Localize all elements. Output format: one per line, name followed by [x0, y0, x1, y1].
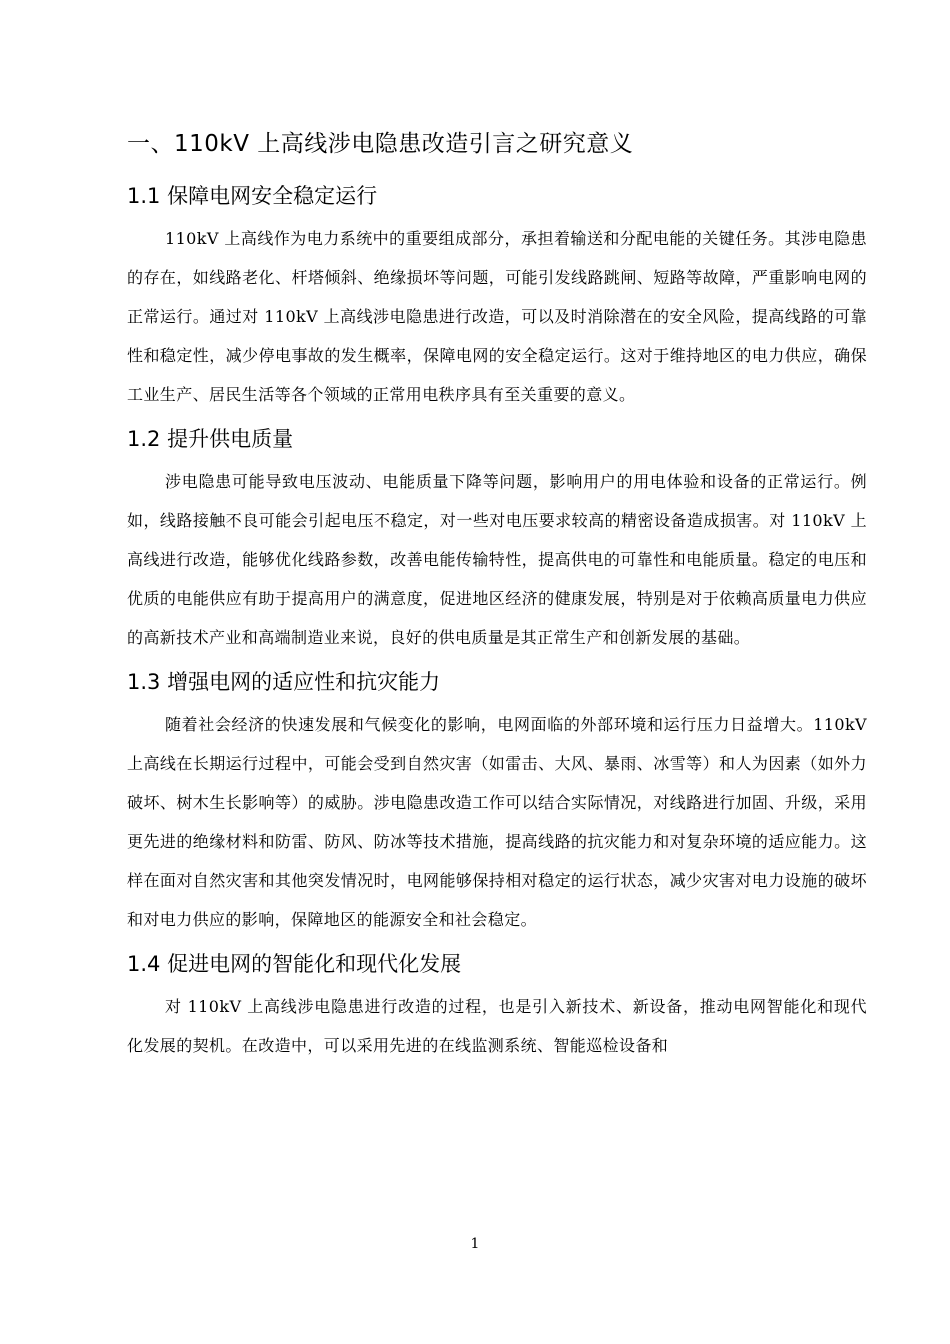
- page-content: [127, 127, 867, 1073]
- section-heading: 1.4 促进电网的智能化和现代化发展: [127, 952, 462, 976]
- section-paragraph: 对 110kV 上高线涉电隐患进行改造的过程，也是引入新技术、新设备，推动电网智能化和现代化发展的契机。在改造中，可以采用先进的在线监测系统、智能巡检设备和: [127, 997, 867, 1055]
- section-paragraph: 涉电隐患可能导致电压波动、电能质量下降等问题，影响用户的用电体验和设备的正常运行。例如，线路接触不良可能会引起电压不稳定，对一些对电压要求较高的精密设备造成损害。对 110kV 上高线进行改造，能够优化线路参数，改善电能传输特性，提高供电的可靠性和电能质量。稳定的电压和优质的电能供应有助于提高用户的满意度，促进地区经济的健康发展，特别是对于依赖高质量电力供应的高新技术产业和高端制造业来说，良好的供电质量是其正常生产和创新发展的基础。: [127, 472, 867, 647]
- section-heading: 1.1 保障电网安全稳定运行: [127, 184, 378, 208]
- page-number: 1: [470, 1236, 480, 1252]
- section-paragraph: 随着社会经济的快速发展和气候变化的影响，电网面临的外部环境和运行压力日益增大。110kV 上高线在长期运行过程中，可能会受到自然灾害（如雷击、大风、暴雨、冰雪等）和人为因素（如外力破坏、树木生长影响等）的威胁。涉电隐患改造工作可以结合实际情况，对线路进行加固、升级，采用更先进的绝缘材料和防雷、防风、防冰等技术措施，提高线路的抗灾能力和对复杂环境的适应能力。这样在面对自然灾害和其他突发情况时，电网能够保持相对稳定的运行状态，减少灾害对电力设施的破坏和对电力供应的影响，保障地区的能源安全和社会稳定。: [127, 715, 867, 929]
- document-title: 一、110kV 上高线涉电隐患改造引言之研究意义: [127, 131, 634, 157]
- section-heading: 1.2 提升供电质量: [127, 427, 294, 451]
- section-1-1: [127, 179, 867, 414]
- section-paragraph: 110kV 上高线作为电力系统中的重要组成部分，承担着输送和分配电能的关键任务。其涉电隐患的存在，如线路老化、杆塔倾斜、绝缘损坏等问题，可能引发线路跳闸、短路等故障，严重影响电网的正常运行。通过对 110kV 上高线涉电隐患进行改造，可以及时消除潜在的安全风险，提高线路的可靠性和稳定性，减少停电事故的发生概率，保障电网的安全稳定运行。这对于维持地区的电力供应，确保工业生产、居民生活等各个领域的正常用电秩序具有至关重要的意义。: [127, 229, 867, 404]
- section-heading: 1.3 增强电网的适应性和抗灾能力: [127, 670, 441, 694]
- section-1-2: [127, 422, 867, 657]
- section-1-3: [127, 665, 867, 939]
- section-1-4: [127, 947, 867, 1065]
